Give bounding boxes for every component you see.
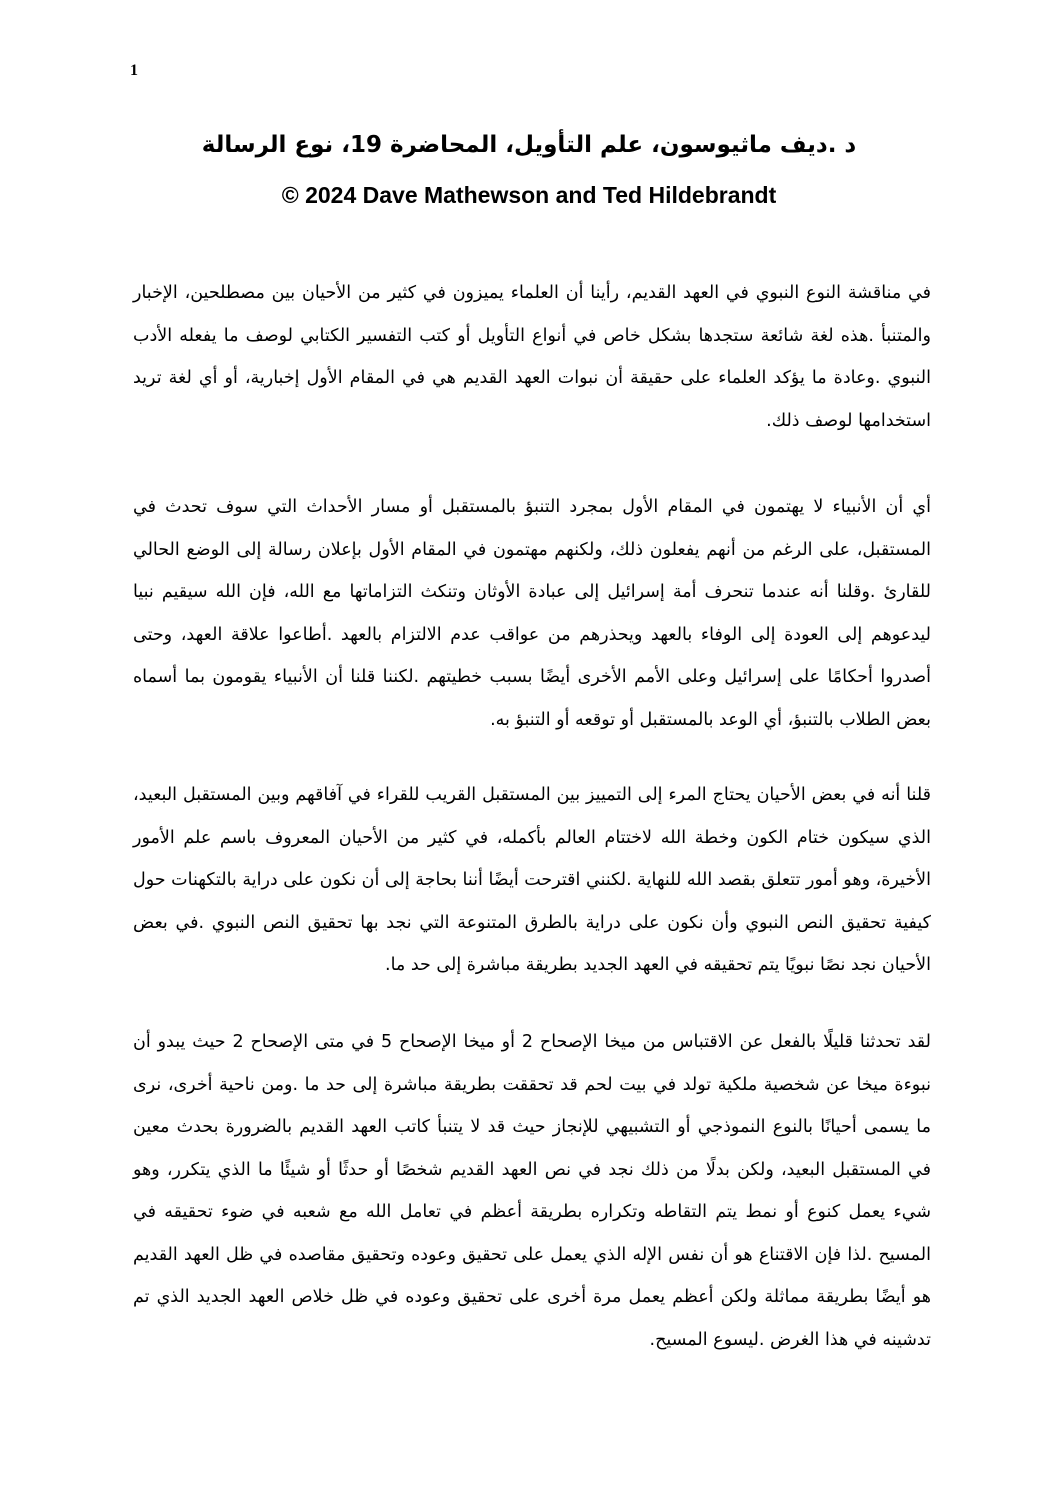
body-paragraph-3: قلنا أنه في بعض الأحيان يحتاج المرء إلى التمييز بين المستقبل القريب للقراء في آفاقهم وبين المستقبل البعيد، الذي سيكون ختام الكون وخطة الله لاختتام العالم بأكمله، في كثير من الأحيان المعروف باسم علم الأمور الأخيرة، وهو أمور تتعلق بقصد الله للنهاية .لكنني اقترحت أيضًا أننا بحاجة إلى أن نكون على دراية بالتكهنات حول كيفية تحقيق النص النبوي وأن نكون على دراية بالطرق المتنوعة التي نجد بها تحقيق النص النبوي .في بعض الأحيان نجد نصًا نبويًا يتم تحقيقه في العهد الجديد بطريقة مباشرة إلى حد ما. [133, 785, 931, 975]
lecture-title: د .ديف ماثيوسون، علم التأويل، المحاضرة 19، نوع الرسالة [201, 132, 857, 158]
body-paragraph-1: في مناقشة النوع النبوي في العهد القديم، رأينا أن العلماء يميزون في كثير من الأحيان بين مصطلحين، الإخبار والمتنبأ .هذه لغة شائعة ستجدها بشكل خاص في أنواع التأويل أو كتب التفسير الكتابي لوصف ما يفعله الأدب النبوي .وعادة ما يؤكد العلماء على حقيقة أن نبوات العهد القديم هي في المقام الأول إخبارية، أو أي لغة تريد استخدامها لوصف ذلك. [133, 283, 931, 431]
body-paragraph-4: لقد تحدثنا قليلًا بالفعل عن الاقتباس من ميخا الإصحاح 2 أو ميخا الإصحاح 5 في متى الإصحاح 2 حيث يبدو أن نبوءة ميخا عن شخصية ملكية تولد في بيت لحم قد تحققت بطريقة مباشرة إلى حد ما .ومن ناحية أخرى، نرى ما يسمى أحيانًا بالنوع النموذجي أو التشبيهي للإنجاز حيث قد لا يتنبأ كاتب العهد القديم بالضرورة بحدث معين في المستقبل البعيد، ولكن بدلًا من ذلك نجد في نص العهد القديم شخصًا أو حدثًا أو شيئًا ما الذي يتكرر، وهو شيء يعمل كنوع أو نمط يتم التقاطه وتكراره بطريقة أعظم في تعامل الله مع شعبه في ضوء تحقيقه في المسيح .لذا فإن الاقتناع هو أن نفس الإله الذي يعمل على تحقيق وعوده وتحقيق مقاصده في ظل العهد القديم هو أيضًا بطريقة مماثلة ولكن أعظم يعمل مرة أخرى على تحقيق وعوده في ظل خلاص العهد الجديد الذي تم تدشينه في هذا الغرض .ليسوع المسيح. [133, 1032, 931, 1350]
page-number: 1 [130, 62, 138, 79]
body-paragraph-2: أي أن الأنبياء لا يهتمون في المقام الأول بمجرد التنبؤ بالمستقبل أو مسار الأحداث التي سوف تحدث في المستقبل، على الرغم من أنهم يفعلون ذلك، ولكنهم مهتمون في المقام الأول بإعلان رسالة إلى الوضع الحالي للقارئ .وقلنا أنه عندما تنحرف أمة إسرائيل إلى عبادة الأوثان وتنكث التزاماتها مع الله، فإن الله سيقيم نبيا ليدعوهم إلى العودة إلى الوفاء بالعهد ويحذرهم من عواقب عدم الالتزام بالعهد .أطاعوا علاقة العهد، وحتى أصدروا أحكامًا على إسرائيل وعلى الأمم الأخرى أيضًا بسبب خطيتهم .لكننا قلنا أن الأنبياء يقومون بما أسماه بعض الطلاب بالتنبؤ، أي الوعد بالمستقبل أو توقعه أو التنبؤ به. [133, 497, 931, 730]
copyright-line: © 2024 Dave Mathewson and Ted Hildebrandt [281, 182, 777, 208]
